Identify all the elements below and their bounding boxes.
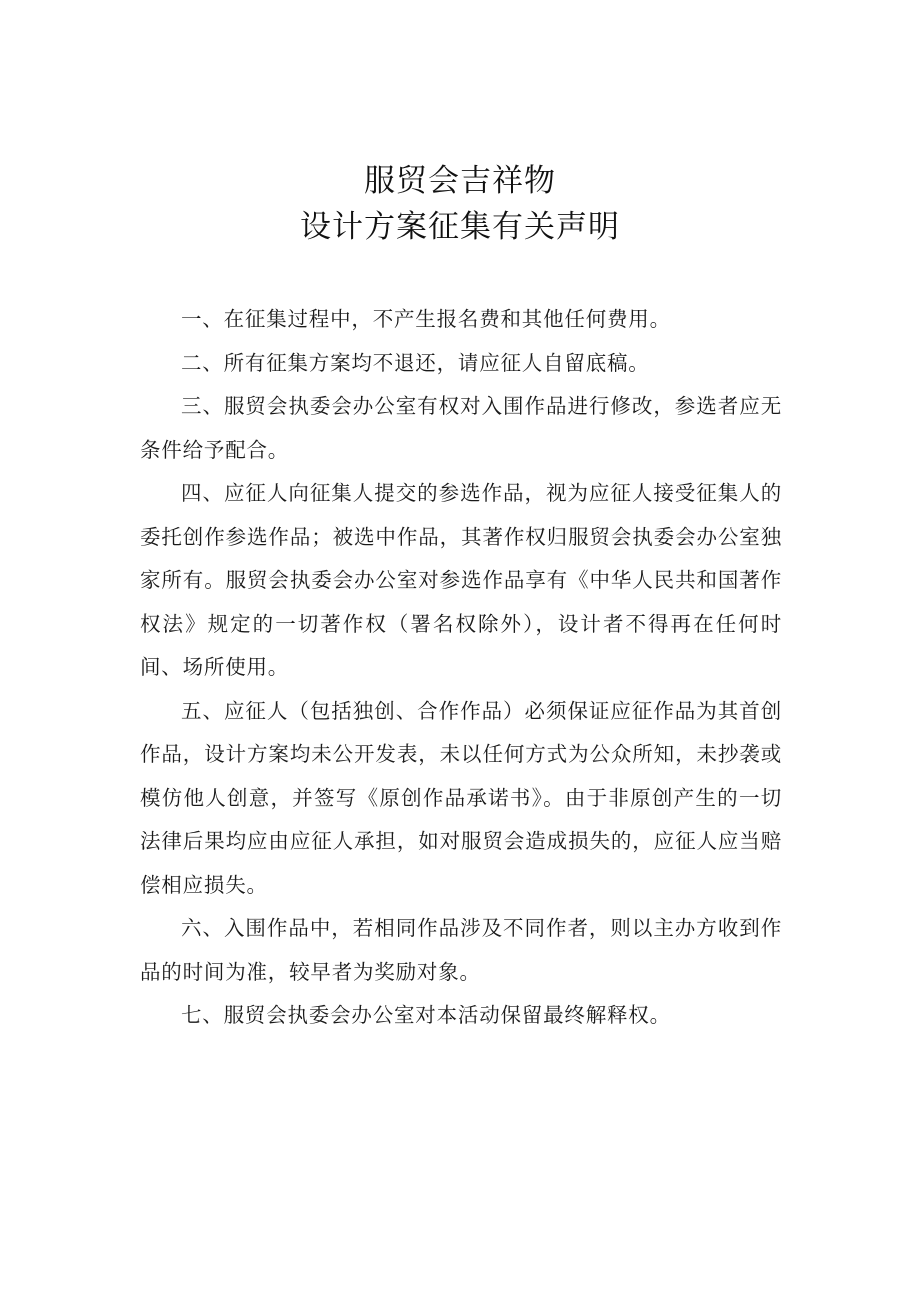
clause-4: 四、应征人向征集人提交的参选作品，视为应征人接受征集人的委托创作参选作品；被选中作品，其著作权归服贸会执委会办公室独家所有。服贸会执委会办公室对参选作品享有《中华人民共和国著作权法》规定的一切著作权（署名权除外），设计者不得再在任何时间、场所使用。 xyxy=(140,481,782,679)
clause-2: 二、所有征集方案均不退还，请应征人自留底稿。 xyxy=(181,350,650,375)
clause-1: 一、在征集过程中，不产生报名费和其他任何费用。 xyxy=(181,307,671,331)
clause-6: 六、入围作品中，若相同作品涉及不同作者，则以主办方收到作品的时间为准，较早者为奖励对象。 xyxy=(140,916,782,984)
clause-3: 三、服贸会执委会办公室有权对入围作品进行修改，参选者应无条件给予配合。 xyxy=(140,394,782,462)
title-line-1: 服贸会吉祥物 xyxy=(364,163,556,199)
title-line-2: 设计方案征集有关声明 xyxy=(300,209,620,245)
clause-5: 五、应征人（包括独创、合作作品）必须保证应征作品为其首创作品，设计方案均未公开发表，未以任何方式为公众所知，未抄袭或模仿他人创意，并签写《原创作品承诺书》。由于非原创产生的一切法律后果均应由应征人承担，如对服贸会造成损失的，应征人应当赔偿相应损失。 xyxy=(140,698,782,897)
clause-7: 七、服贸会执委会办公室对本活动保留最终解释权。 xyxy=(181,1003,671,1027)
document-title xyxy=(0,158,920,250)
declaration-body xyxy=(140,298,782,1038)
